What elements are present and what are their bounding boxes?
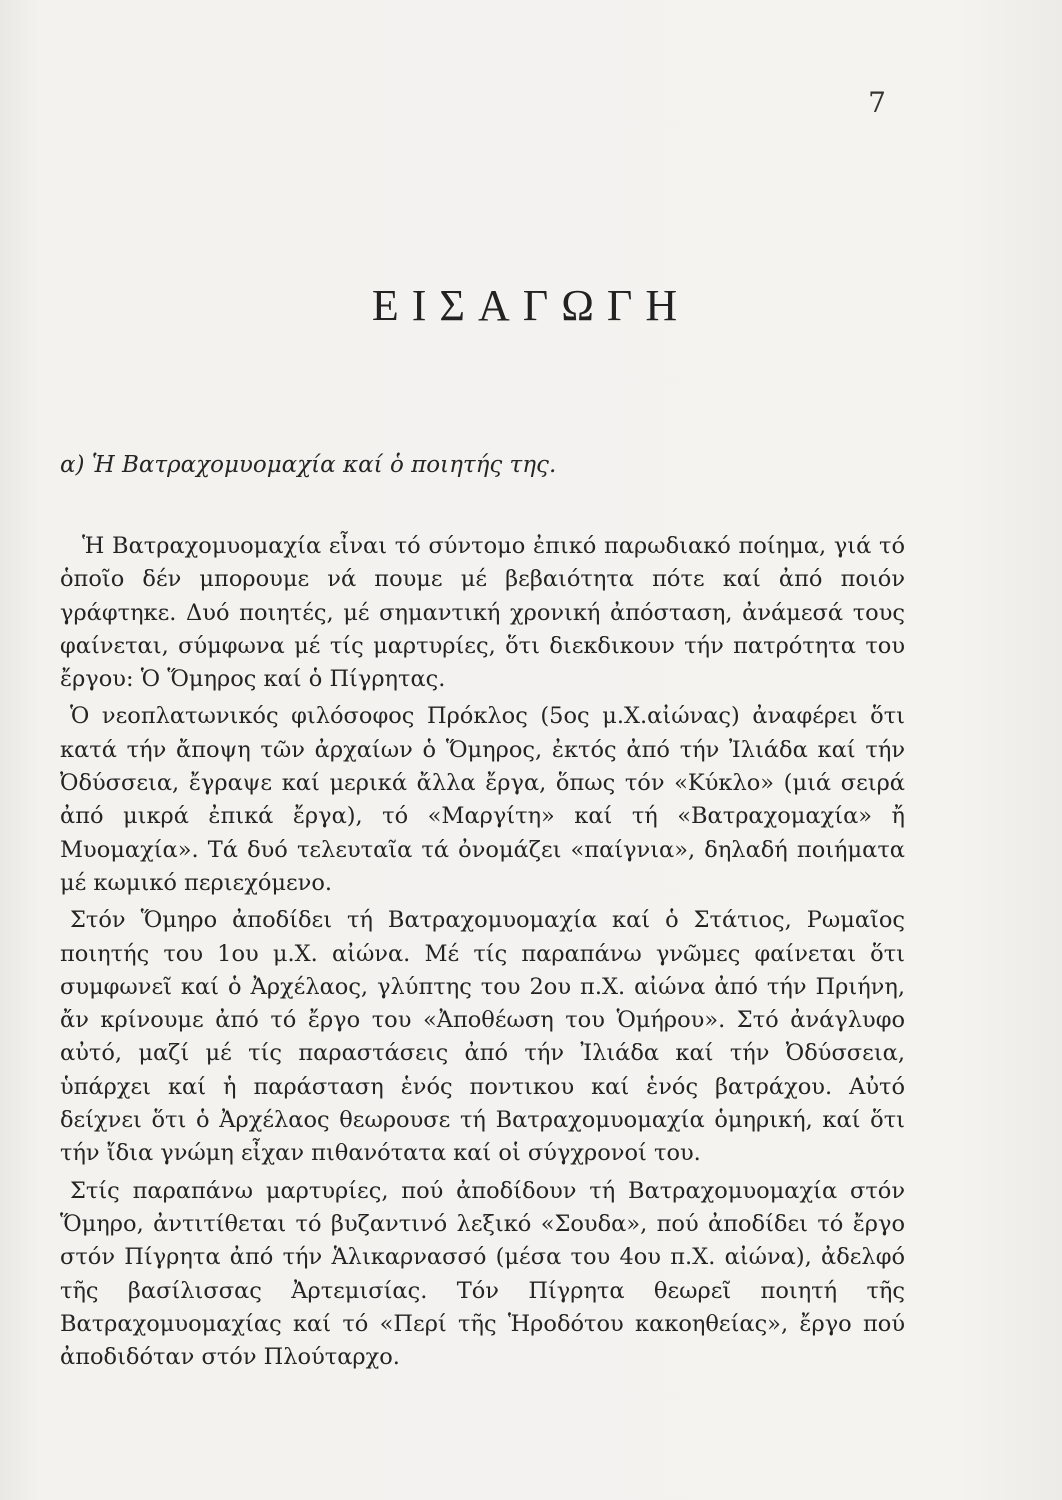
show-through-text: ⠀ ⠀ ⠀ ⠀ ⠀ ⠀ ⠀ ⠀ ⠀ ⠀ ⠀ ⠀ ⠀ ⠀ ⠀ ⠀ ⠀ ⠀ ⠀ ⠀ ⠀ ⠀ ⠀ ⠀ ⠀ ⠀ ⠀ ⠀ ⠀ ⠀ ⠀ ⠀ ⠀ ⠀ ⠀ ⠀ ⠀ [915,156,930,1402]
paragraph-3: Στόν Ὅμηρο ἀποδίδει τή Βατραχομυομαχία καί ὁ Στάτιος, Ρωμαῖος ποιητής του 1ου μ.Χ. αἰώνα. Μέ τίς παραπάνω γνῶμες φαίνεται ὅτι συμφωνεῖ καί ὁ Ἀρχέλαος, γλύπτης του 2ου π.Χ. αἰώνα ἀπό τήν Πριήνη, ἄν κρίνουμε ἀπό τό ἔργο του «Ἀποθέωση του Ὁμήρου». Στό ἀνάγλυφο αὐτό, μαζί μέ τίς παραστάσεις ἀπό τήν Ἰλιάδα καί τήν Ὀδύσσεια, ὑπάρχει καί ἡ παράσταση ἑνός ποντικου καί ἑνός βατράχου. Αὐτό δείχνει ὅτι ὁ Ἀρχέλαος θεωρουσε τή Βατραχομυομαχία ὁμηρική, καί ὅτι τήν ἴδια γνώμη εἶχαν πιθανότατα καί οἱ σύγχρονοί του. [60,907,905,1167]
page-number: 7 [868,86,886,119]
section-heading: α) Ἡ Βατραχομυομαχία καί ὁ ποιητής της. [60,452,557,478]
chapter-title: ΕΙΣΑΓΩΓΗ [371,281,691,330]
body-text [60,530,905,1378]
paragraph-1: Ἡ Βατραχομυομαχία εἶναι τό σύντομο ἐπικό παρωδιακό ποίημα, γιά τό ὁποῖο δέν μπορουμε νά πουμε μέ βεβαιότητα πότε καί ἀπό ποιόν γράφτηκε. Δυό ποιητές, μέ σημαντική χρονική ἀπόσταση, ἀνάμεσά τους φαίνεται, σύμφωνα μέ τίς μαρτυρίες, ὅτι διεκδικουν τήν πατρότητα του ἔργου: Ὁ Ὅμηρος καί ὁ Πίγρητας. [60,533,905,693]
paragraph-2: Ὁ νεοπλατωνικός φιλόσοφος Πρόκλος (5ος μ.Χ.αἰώνας) ἀναφέρει ὅτι κατά τήν ἄποψη τῶν ἀρχαίων ὁ Ὅμηρος, ἐκτός ἀπό τήν Ἰλιάδα καί τήν Ὀδύσσεια, ἔγραψε καί μερικά ἄλλα ἔργα, ὅπως τόν «Κύκλο» (μιά σειρά ἀπό μικρά ἐπικά ἔργα), τό «Μαργίτη» καί τή «Βατραχομαχία» ἤ Μυομαχία». Τά δυό τελευταῖα τά ὀνομάζει «παίγνια», δηλαδή ποιήματα μέ κωμικό περιεχόμενο. [60,703,905,896]
paragraph-4: Στίς παραπάνω μαρτυρίες, πού ἀποδίδουν τή Βατραχομυομαχία στόν Ὅμηρο, ἀντιτίθεται τό βυζαντινό λεξικό «Σουδα», πού ἀποδίδει τό ἔργο στόν Πίγρητα ἀπό τήν Ἁλικαρνασσό (μέσα του 4ου π.Χ. αἰώνα), ἀδελφό τῆς βασίλισσας Ἀρτεμισίας. Τόν Πίγρητα θεωρεῖ ποιητή τῆς Βατραχομυομαχίας καί τό «Περί τῆς Ἡροδότου κακοηθείας», ἔργο πού ἀποδιδόταν στόν Πλούταρχο. [60,1177,905,1371]
